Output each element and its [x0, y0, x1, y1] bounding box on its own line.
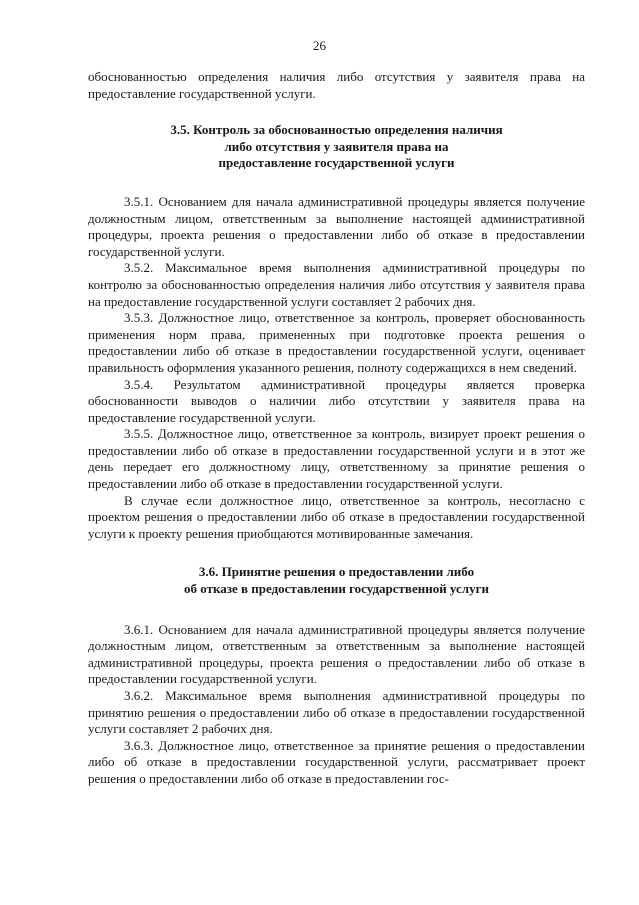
paragraph-3-5-5: 3.5.5. Должностное лицо, ответственное за контроль, визирует проект решения о предоставлении либо об отказе в предоставлении государственной услуги и в этот же день передает его должностному лицу, ответственному за принятие решения о предоставлении либо об отказе в предоставлении государственной услуги.: [88, 426, 585, 492]
paragraph-3-6-2: 3.6.2. Максимальное время выполнения административной процедуры по принятию решения о предоставлении либо об отказе в предоставлении государственной услуги составляет 2 рабочих дня.: [88, 688, 585, 737]
heading-line: об отказе в предоставлении государственной услуги: [183, 581, 489, 597]
paragraph-3-6-3: 3.6.3. Должностное лицо, ответственное за принятие решения о предоставлении либо об отказе в предоставлении государственной услуги, рассматривает проект решения о предоставлении либо об отказе в предоставлении гос-: [88, 737, 585, 786]
paragraph-3-5-2: 3.5.2. Максимальное время выполнения административной процедуры по контролю за обоснованностью определения наличия либо отсутствия у заявителя права на предоставление государственной услуги составляет 2 рабочих дня.: [88, 260, 585, 309]
paragraph-3-6-1: 3.6.1. Основанием для начала административной процедуры является получение должностным лицом, ответственным за ответственным за выполнение настоящей административной процедуры, проекта решения о предоставлении либо об отказе в предоставлении государственной услуги.: [88, 621, 585, 687]
heading-line: 3.5. Контроль за обоснованностью определения наличия: [170, 122, 503, 138]
heading-line: либо отсутствия у заявителя права на: [224, 138, 449, 154]
document-body: [88, 69, 585, 788]
section-heading-3-6: [88, 564, 585, 597]
heading-line: 3.6. Принятие решения о предоставлении либо: [198, 564, 475, 580]
paragraph-3-5-4: 3.5.4. Результатом административной процедуры является проверка обоснованности выводов о наличии либо отсутствии у заявителя права на предоставление государственной услуги.: [88, 376, 585, 425]
paragraph-3-5-1: 3.5.1. Основанием для начала административной процедуры является получение должностным лицом, ответственным за выполнение настоящей административной процедуры, проекта решения о предоставлении либо об отказе в предоставлении государственной услуги.: [88, 193, 585, 259]
heading-line: предоставление государственной услуги: [218, 155, 455, 171]
paragraph-3-5-3: 3.5.3. Должностное лицо, ответственное за контроль, проверяет обоснованность применения норм права, примененных при подготовке проекта решения о предоставлении либо об отказе в предоставлении государственной услуги, оценивает правильность оформления указанного решения, полноту содержащихся в нем сведений.: [88, 310, 585, 375]
continued-text: обоснованностью определения наличия либо отсутствия у заявителя права на предоставление государственной услуги.: [88, 69, 585, 101]
page-number: 26: [313, 38, 326, 53]
paragraph-disagreement: В случае если должностное лицо, ответственное за контроль, несогласно с проектом решения о предоставлении либо об отказе в предоставлении государственной услуги к проекту решения приобщаются мотивированные замечания.: [88, 492, 585, 541]
section-heading-3-5: [88, 122, 585, 172]
